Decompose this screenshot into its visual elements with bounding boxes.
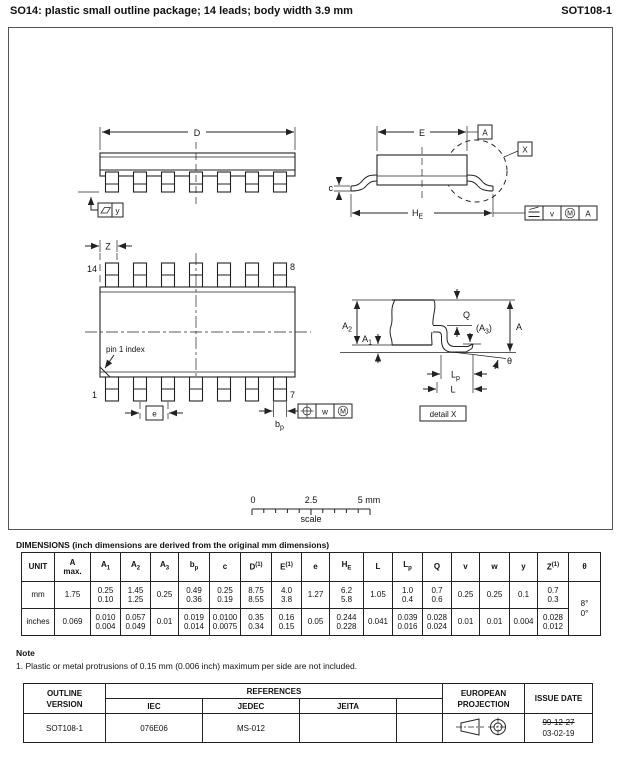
flatness-symbol-icon bbox=[101, 208, 111, 214]
issue-date-value bbox=[525, 714, 593, 743]
dim-cell: 4.0 3.8 bbox=[272, 582, 302, 609]
references-header: REFERENCES bbox=[106, 684, 443, 699]
dim-label-z: Z bbox=[105, 241, 111, 252]
dim-cell: 0.35 0.34 bbox=[241, 609, 272, 636]
dim-label-e-pitch: e bbox=[152, 409, 157, 419]
scale-label: scale bbox=[300, 514, 322, 524]
dim-cell: 0.01 bbox=[480, 609, 510, 636]
dim-cell: $A_2$ bbox=[121, 553, 151, 582]
dim-cell: Q bbox=[423, 553, 452, 582]
tol-v-label: v bbox=[550, 209, 554, 219]
side-view bbox=[78, 126, 295, 217]
dim-label-a3: $(A_3)$ bbox=[476, 323, 492, 336]
doc-number: SOT108-1 bbox=[561, 5, 612, 17]
scale-bar bbox=[250, 495, 380, 524]
dim-cell: 0.028 0.012 bbox=[538, 609, 569, 636]
outline-version-header: OUTLINE VERSION bbox=[24, 684, 106, 714]
dim-label-he: $H_E$ bbox=[412, 208, 424, 221]
dim-cell: $D^{(1)}$ bbox=[241, 553, 272, 582]
dim-cell: L bbox=[364, 553, 393, 582]
tolerance-symbol-icon bbox=[529, 207, 540, 217]
dim-cell: 0.244 0.228 bbox=[330, 609, 364, 636]
dim-cell: w bbox=[480, 553, 510, 582]
jedec-header: JEDEC bbox=[203, 699, 300, 714]
dim-cell: 0.041 bbox=[364, 609, 393, 636]
dim-cell: 0.039 0.016 bbox=[393, 609, 423, 636]
dim-cell: 0.49 0.36 bbox=[179, 582, 210, 609]
dim-cell: $L_p$ bbox=[393, 553, 423, 582]
iec-value: 076E06 bbox=[106, 714, 203, 743]
dim-cell: 1.0 0.4 bbox=[393, 582, 423, 609]
dim-cell: v bbox=[452, 553, 480, 582]
european-projection-header: EUROPEAN PROJECTION bbox=[443, 684, 525, 714]
note-title: Note bbox=[16, 648, 35, 658]
tol-w-label: w bbox=[322, 407, 328, 417]
dim-cell: 8° 0° bbox=[569, 582, 601, 636]
tol-a-label: A bbox=[585, 209, 591, 219]
dim-cell: 0.069 bbox=[55, 609, 91, 636]
pin1-index-label: pin 1 index bbox=[106, 345, 145, 354]
issue-date-header: ISSUE DATE bbox=[525, 684, 593, 714]
pin-14-label: 14 bbox=[86, 264, 97, 274]
dim-cell: 6.2 5.8 bbox=[330, 582, 364, 609]
pin-7-label: 7 bbox=[290, 390, 296, 400]
dim-cell: 0.25 0.19 bbox=[210, 582, 241, 609]
dim-cell: 1.75 bbox=[55, 582, 91, 609]
dim-label-d: D bbox=[193, 128, 201, 138]
dim-cell: $H_E$ bbox=[330, 553, 364, 582]
dim-cell: 0.010 0.004 bbox=[91, 609, 121, 636]
jedec-value: MS-012 bbox=[203, 714, 300, 743]
first-angle-projection-icon bbox=[453, 715, 515, 739]
dim-cell: 8.75 8.55 bbox=[241, 582, 272, 609]
dim-cell: 0.057 0.049 bbox=[121, 609, 151, 636]
iec-header: IEC bbox=[106, 699, 203, 714]
dimensions-table bbox=[21, 552, 601, 636]
footer-table bbox=[23, 683, 593, 743]
dim-label-theta: θ bbox=[507, 356, 513, 366]
dim-cell: 0.05 bbox=[302, 609, 330, 636]
dim-label-a1: $A_1$ bbox=[362, 334, 372, 347]
note-section bbox=[16, 647, 357, 673]
dim-label-c: c bbox=[328, 183, 333, 193]
dim-cell: mm bbox=[22, 582, 55, 609]
dim-cell: 0.7 0.6 bbox=[423, 582, 452, 609]
dim-cell: 0.25 bbox=[151, 582, 179, 609]
dim-cell: inches bbox=[22, 609, 55, 636]
dim-cell: e bbox=[302, 553, 330, 582]
dim-cell: 0.0100 0.0075 bbox=[210, 609, 241, 636]
dim-cell: y bbox=[510, 553, 538, 582]
scale-5mm-label: 5 mm bbox=[357, 495, 381, 505]
jeita-header: JEITA bbox=[300, 699, 397, 714]
dim-cell: 1.45 1.25 bbox=[121, 582, 151, 609]
ref-blank-value bbox=[397, 714, 443, 743]
projection-symbol-cell bbox=[443, 714, 525, 743]
dim-cell: $E^{(1)}$ bbox=[272, 553, 302, 582]
svg-text:M: M bbox=[340, 408, 346, 416]
dim-label-a2: $A_2$ bbox=[342, 321, 352, 334]
dim-label-e: E bbox=[418, 128, 426, 138]
dim-cell: c bbox=[210, 553, 241, 582]
dim-cell: $A_1$ bbox=[91, 553, 121, 582]
ref-blank-header bbox=[397, 699, 443, 714]
dim-cell: 0.019 0.014 bbox=[179, 609, 210, 636]
dim-cell: $Z^{(1)}$ bbox=[538, 553, 569, 582]
dim-cell: 0.16 0.15 bbox=[272, 609, 302, 636]
dim-label-a: A bbox=[516, 322, 523, 332]
issue-date-old: 99-12-27 bbox=[542, 718, 575, 727]
detail-x-caption: detail X bbox=[429, 410, 457, 419]
dim-label-y: y bbox=[115, 206, 120, 216]
dim-cell: 0.7 0.3 bbox=[538, 582, 569, 609]
dim-cell: 0.25 bbox=[452, 582, 480, 609]
pin-8-label: 8 bbox=[290, 262, 296, 272]
jeita-value bbox=[300, 714, 397, 743]
top-view bbox=[85, 240, 352, 432]
dim-cell: 1.27 bbox=[302, 582, 330, 609]
issue-date-new: 03-02-19 bbox=[542, 729, 575, 738]
svg-text:M: M bbox=[567, 210, 573, 218]
dimensions-title: DIMENSIONS (inch dimensions are derived from the original mm dimensions) bbox=[16, 540, 330, 550]
end-view bbox=[329, 125, 598, 221]
page-title: SO14: plastic small outline package; 14 leads; body width 3.9 mm bbox=[10, 5, 353, 17]
dim-cell: θ bbox=[569, 553, 601, 582]
scale-0-label: 0 bbox=[250, 495, 256, 505]
detail-x-ref-label: X bbox=[522, 145, 528, 155]
detail-x-view bbox=[340, 289, 522, 421]
scale-25-label: 2.5 bbox=[304, 495, 318, 505]
dim-cell: 1.05 bbox=[364, 582, 393, 609]
dim-label-lp: $L_p$ bbox=[451, 369, 460, 382]
dim-cell: A max. bbox=[55, 553, 91, 582]
pin-1-label: 1 bbox=[91, 390, 97, 400]
dim-cell: 0.028 0.024 bbox=[423, 609, 452, 636]
dim-cell: 0.004 bbox=[510, 609, 538, 636]
dim-label-l: L bbox=[450, 384, 456, 395]
note-item: 1. Plastic or metal protrusions of 0.15 mm (0.006 inch) maximum per side are not included. bbox=[16, 661, 358, 671]
drawing-frame bbox=[9, 28, 613, 530]
dim-cell: UNIT bbox=[22, 553, 55, 582]
outline-version-value: SOT108-1 bbox=[24, 714, 106, 743]
dim-label-bp: $b_p$ bbox=[275, 419, 284, 432]
dim-cell: $b_p$ bbox=[179, 553, 210, 582]
datum-a-label: A bbox=[482, 128, 488, 138]
dim-cell: 0.01 bbox=[452, 609, 480, 636]
dim-cell: 0.1 bbox=[510, 582, 538, 609]
dim-label-q: Q bbox=[463, 310, 471, 320]
position-symbol-icon bbox=[301, 405, 314, 418]
dim-cell: 0.25 0.10 bbox=[91, 582, 121, 609]
dim-cell: 0.25 bbox=[480, 582, 510, 609]
dim-cell: 0.01 bbox=[151, 609, 179, 636]
dim-cell: $A_3$ bbox=[151, 553, 179, 582]
